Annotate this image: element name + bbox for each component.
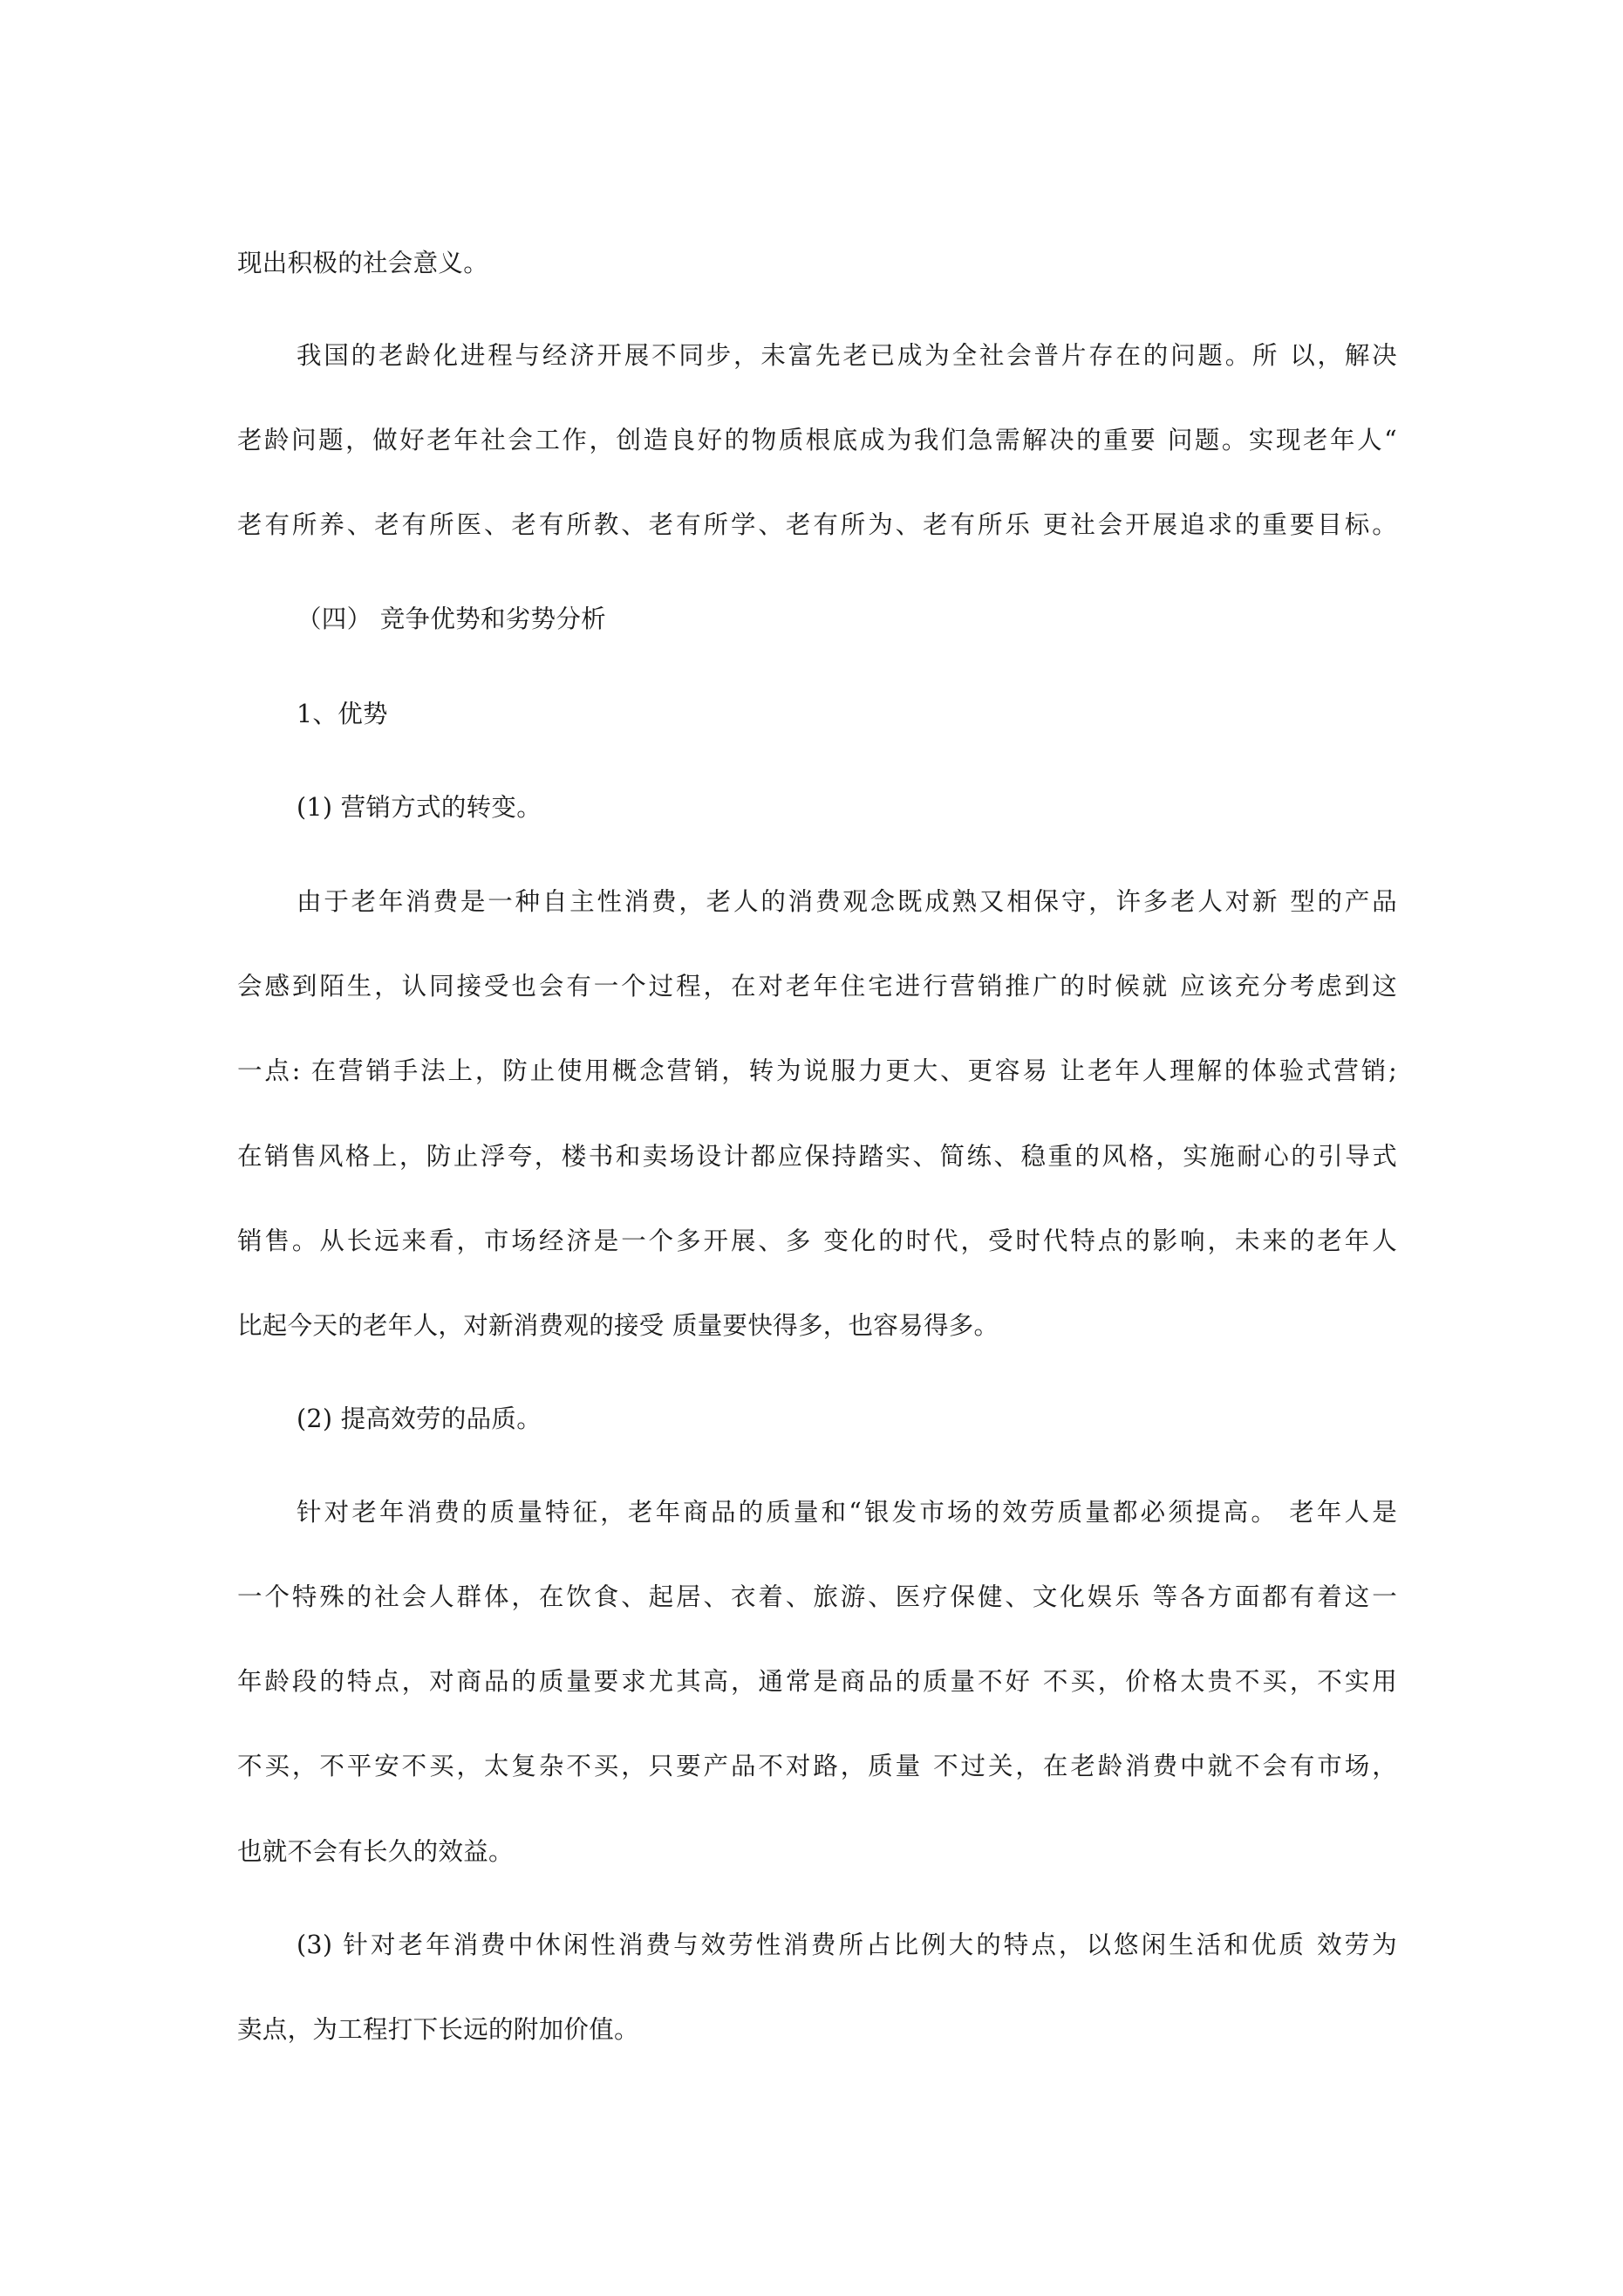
text-line: 一点: 在营销手法上，防止使用概念营销，转为说服力更大、更容易 让老年人理解的体验式营销;	[237, 1056, 1397, 1085]
paragraph-first-line: 由于老年消费是一种自主性消费，老人的消费观念既成熟又相保守，许多老人对新 型的产品	[297, 887, 1397, 916]
subsection-heading: 1、优势	[297, 700, 388, 728]
text-line: 老龄问题，做好老年社会工作，创造良好的物质根底成为我们急需解决的重要 问题。实现老年人“	[237, 426, 1397, 454]
item-heading: (1) 营销方式的转变。	[297, 793, 542, 822]
text-line: 老有所养、老有所医、老有所教、老有所学、老有所为、老有所乐 更社会开展追求的重要目标。	[237, 510, 1397, 539]
text-line: 比起今天的老年人，对新消费观的接受 质量要快得多，也容易得多。	[237, 1311, 999, 1340]
text-line: 卖点，为工程打下长远的附加价值。	[237, 2015, 639, 2044]
text-line: 销售。从长远来看，市场经济是一个多开展、多 变化的时代，受时代特点的影响，未来的老年人	[237, 1227, 1397, 1255]
text-line: 不买，不平安不买，太复杂不买，只要产品不对路，质量 不过关，在老龄消费中就不会有市场，	[237, 1752, 1397, 1780]
paragraph-first-line: 我国的老龄化进程与经济开展不同步，未富先老已成为全社会普片存在的问题。所 以，解决	[297, 341, 1397, 370]
paragraph-first-line: 针对老年消费的质量特征，老年商品的质量和“银发市场的效劳质量都必须提高。 老年人是	[297, 1498, 1397, 1527]
paragraph-first-line: (3) 针对老年消费中休闲性消费与效劳性消费所占比例大的特点，以悠闲生活和优质 效劳为	[297, 1930, 1397, 1959]
item-heading: (2) 提高效劳的品质。	[297, 1404, 542, 1433]
text-line: 年龄段的特点，对商品的质量要求尤其高，通常是商品的质量不好 不买，价格太贵不买，不实用	[237, 1667, 1397, 1696]
text-line: 也就不会有长久的效益。	[237, 1837, 514, 1866]
text-line: 一个特殊的社会人群体，在饮食、起居、衣着、旅游、医疗保健、文化娱乐 等各方面都有着这一	[237, 1582, 1397, 1611]
text-line: 现出积极的社会意义。	[237, 249, 489, 277]
section-heading: （四） 竞争优势和劣势分析	[297, 605, 606, 633]
text-line: 在销售风格上，防止浮夸，楼书和卖场设计都应保持踏实、简练、稳重的风格，实施耐心的引导式	[237, 1142, 1397, 1171]
text-line: 会感到陌生，认同接受也会有一个过程，在对老年住宅进行营销推广的时候就 应该充分考虑到这	[237, 972, 1397, 1001]
